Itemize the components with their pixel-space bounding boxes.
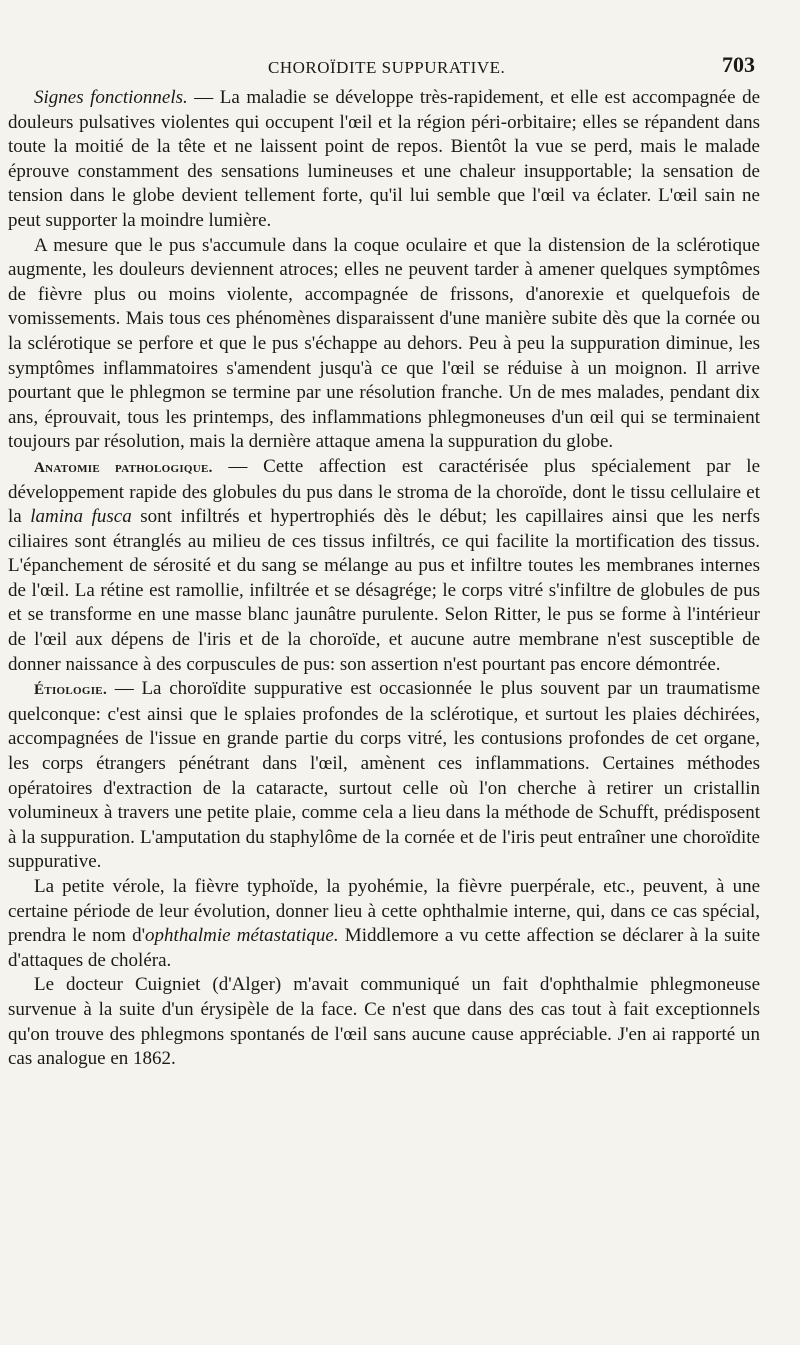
body-text: [8, 86, 760, 1072]
paragraph-cuigniet: [8, 973, 760, 1071]
emphasis-ophthalmie-metastatique: ophthalmie métastatique.: [145, 925, 339, 947]
paragraph-text: La petite vérole, la fièvre typhoïde, la pyohémie, la fièvre puerpérale, etc., peuvent, à une certaine période de leur évolution, donner lieu à cette ophthalmie interne, qui, dans ce cas spécial, prendra le nom d': [8, 876, 760, 947]
paragraph-petite-verole: [8, 875, 760, 973]
paragraph-signes-fonctionnels: [8, 86, 760, 234]
heading-anatomie-pathologique: Anatomie pathologique.: [34, 459, 213, 476]
paragraph-etiologie: [8, 677, 760, 875]
paragraph-text: — Cette affection est caractérisée plus spécialement par le développement rapide des globules du pus dans le stroma de la choroïde, dont le tissu cellulaire et la: [8, 455, 761, 528]
paragraph-text: Le docteur Cuigniet (d'Alger) m'avait communiqué un fait d'ophthalmie phlegmoneuse survenue à la suite d'un érysipèle de la face. Ce n'est que dans des cas tout à fait exceptionnels qu'on trouve des phlegmons spontanés de l'œil sans aucune cause appréciable. J'en ai rapporté un cas analogue en 1862.: [8, 974, 760, 1070]
emphasis-lamina-fusca: lamina fusca: [30, 506, 132, 528]
page-header: [0, 50, 800, 90]
paragraph-distension: [8, 234, 760, 455]
heading-signes-fonctionnels: Signes fonctionnels.: [34, 87, 188, 108]
page-number: 703: [722, 52, 755, 77]
paragraph-text: A mesure que le pus s'accumule dans la coque oculaire et que la distension de la sclérotique augmente, les douleurs deviennent atroces; elles ne peuvent tarder à amener quelques symptômes de fièvre plus ou moins violente, accompagnée de frissons, d'anorexie et quelquefois de vomissements. Mais tous ces phénomènes disparaissent d'une manière subite dès que la cornée ou la sclérotique se perfore et que le pus s'échappe au dehors. Peu à peu la suppuration diminue, les symptômes inflammatoires s'amendent jusqu'à ce que l'œil se réduise à un moignon. Il arrive pourtant que le phlegmon se termine par une résolution franche. Un de mes malades, pendant dix ans, éprouvait, tous les printemps, des inflammations phlegmoneuses d'un œil qui se terminaient toujours par résolution, mais la dernière attaque amena la suppuration du globe.: [8, 234, 760, 453]
paragraph-text: — La choroïdite suppurative est occasionnée le plus souvent par un traumatisme quelconque: c'est ainsi que le splaies profondes de la sclérotique, et surtout les plaies déchirées, accompagnées de l'issue en grande partie du corps vitré, les contusions profondes de cet organe, les corps étrangers pénétrant dans l'œil, amènent ces inflammations. Certaines méthodes opératoires d'extraction de la cataracte, surtout celle où l'on cherche à retirer un cristallin volumineux à travers une petite plaie, comme cela a lieu dans la méthode de Schufft, prédisposent à la suppuration. L'amputation du staphylôme de la cornée et de l'iris peut entraîner une choroïdite suppurative.: [8, 678, 760, 873]
paragraph-anatomie-pathologique: [8, 455, 760, 677]
paragraph-text: — La maladie se développe très-rapidement, et elle est accompagnée de douleurs pulsatives violentes qui occupent l'œil et la région péri-orbitaire; elles se répandent dans toute la moitié de la tête et ne laissent point de repos. Bientôt la vue se perd, mais le malade éprouve constamment des sensations lumineuses et une chaleur insupportable; la sensation de tension dans le globe devient tellement forte, qu'il lui semble que l'œil va éclater. L'œil sain ne peut supporter la moindre lumière.: [8, 87, 760, 231]
paragraph-text: sont infiltrés et hypertrophiés dès le début; les capillaires ainsi que les nerfs ciliaires sont étranglés au milieu de ces tissus infiltrés, ce qui facilite la mortification des tissus. L'épanchement de sérosité et du sang se mélange au pus et infiltre toutes les membranes internes de l'œil. La rétine est ramollie, infiltrée et se désagrége; le corps vitré s'infiltre de globules de pus et se transforme en une masse blanc jaunâtre purulente. Selon Ritter, le pus se forme à l'intérieur de l'œil aux dépens de l'iris et de la choroïde, et aucune autre membrane n'est susceptible de donner naissance à des corpuscules de pus: son assertion n'est pourtant pas encore démontrée.: [8, 506, 761, 675]
running-title: CHOROÏDITE SUPPURATIVE.: [268, 58, 506, 77]
heading-etiologie: Étiologie.: [34, 682, 107, 699]
paragraph-text: Middlemore a vu cette affection se déclarer à la suite d'attaques de choléra.: [8, 925, 761, 971]
